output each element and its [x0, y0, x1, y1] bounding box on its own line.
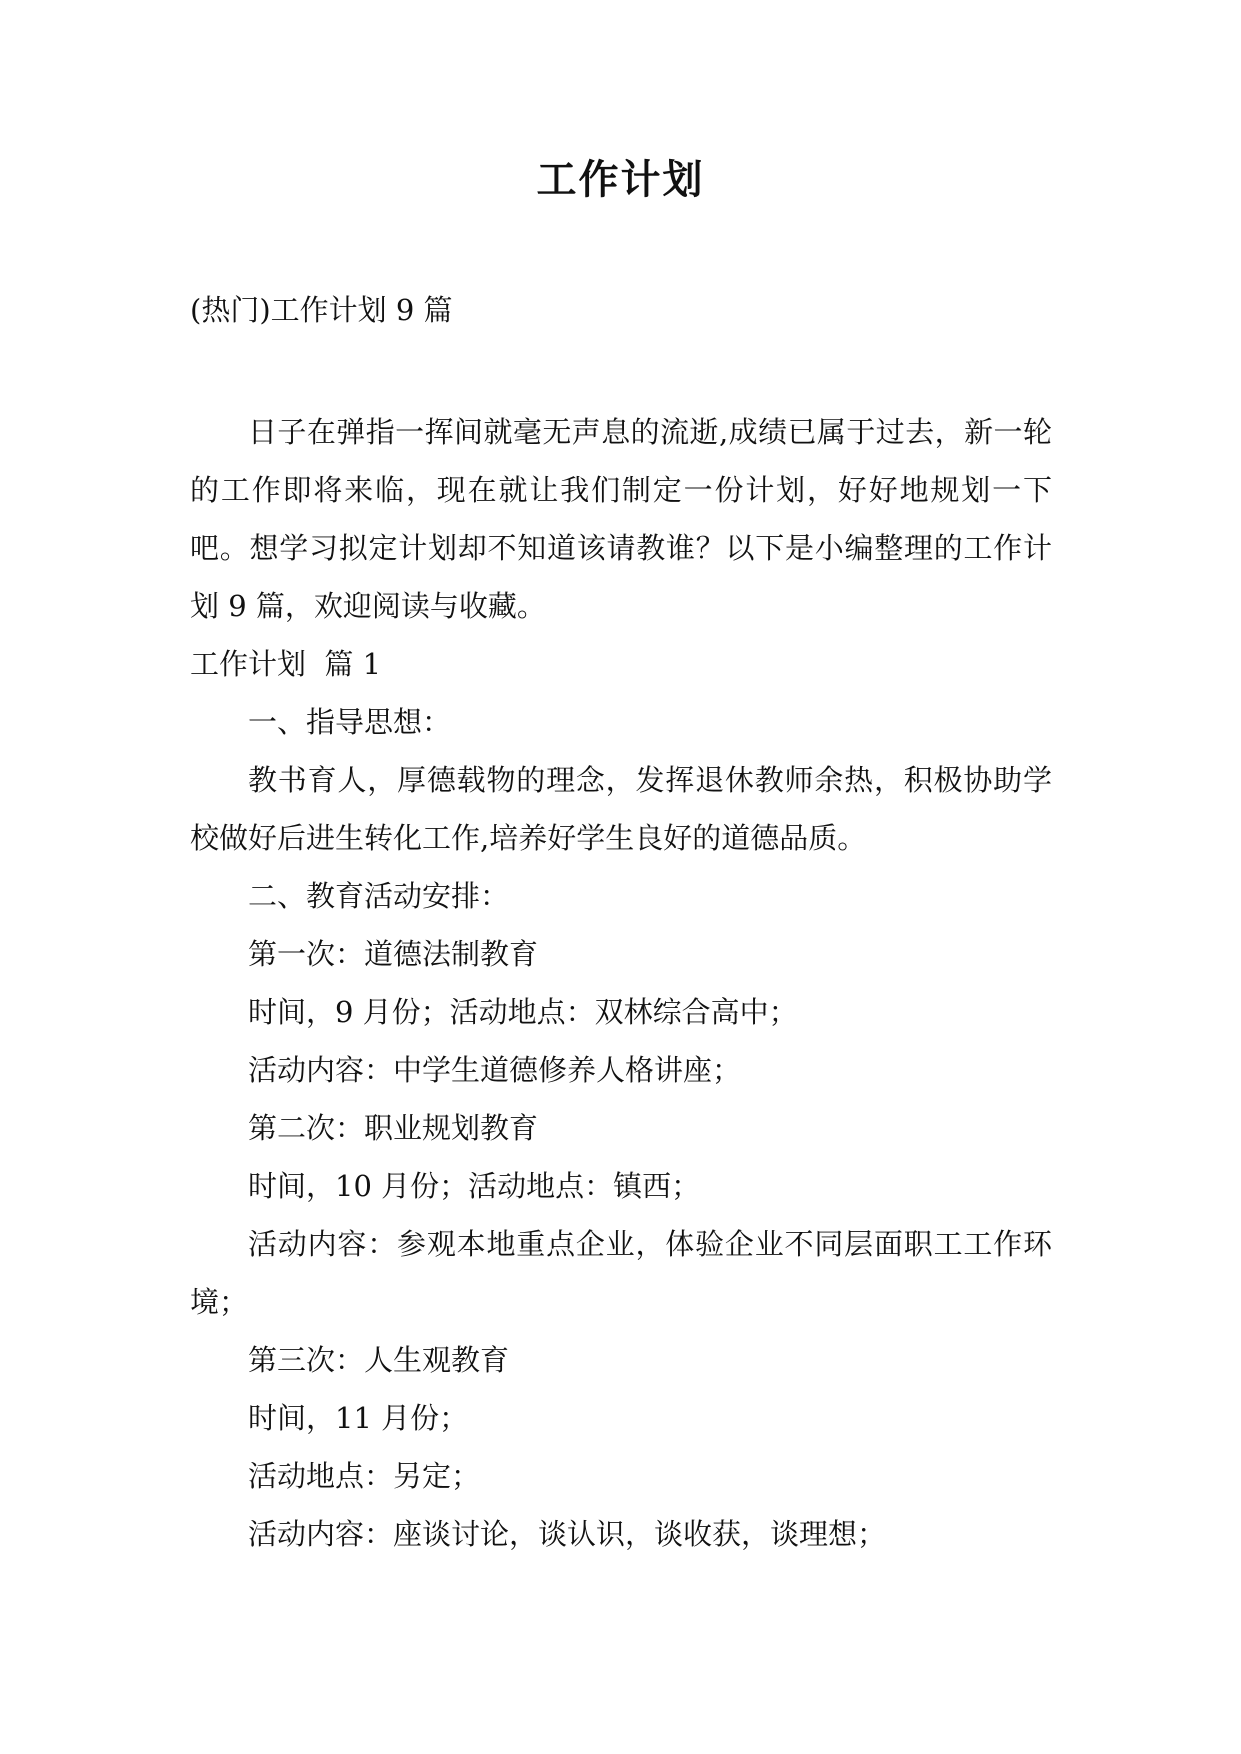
activity-1-time-location: 时间，9 月份；活动地点：双林综合高中； [248, 995, 798, 1029]
activity-3-title: 第三次：人生观教育 [248, 1343, 510, 1377]
activity-2-title: 第二次：职业规划教育 [248, 1111, 539, 1145]
document-subtitle: (热门)工作计划 9 篇 [190, 293, 453, 327]
heading-activity-arrangement: 二、教育活动安排： [248, 879, 510, 913]
activity-3-location: 活动地点：另定； [248, 1459, 481, 1493]
document-body [190, 403, 1052, 1563]
guiding-ideology-paragraph: 教书育人，厚德载物的理念，发挥退休教师余热，积极协助学校做好后进生转化工作,培养好学生良好的道德品质。 [190, 763, 1052, 855]
activity-3-content: 活动内容：座谈讨论，谈认识，谈收获，谈理想； [248, 1517, 887, 1551]
activity-2-content: 活动内容：参观本地重点企业，体验企业不同层面职工工作环境； [190, 1227, 1052, 1319]
activity-1-title: 第一次：道德法制教育 [248, 937, 539, 971]
activity-3-time: 时间，11 月份； [248, 1401, 469, 1435]
heading-guiding-ideology: 一、指导思想： [248, 705, 452, 739]
intro-paragraph: 日子在弹指一挥间就毫无声息的流逝,成绩已属于过去，新一轮的工作即将来临，现在就让我们制定一份计划，好好地规划一下吧。想学习拟定计划却不知道该请教谁？以下是小编整理的工作计划 9 篇，欢迎阅读与收藏。 [190, 415, 1052, 623]
activity-2-time-location: 时间，10 月份；活动地点：镇西； [248, 1169, 701, 1203]
page-title: 工作计划 [536, 157, 705, 203]
activity-1-content: 活动内容：中学生道德修养人格讲座； [248, 1053, 742, 1087]
section-heading: 工作计划 篇 1 [190, 647, 382, 681]
